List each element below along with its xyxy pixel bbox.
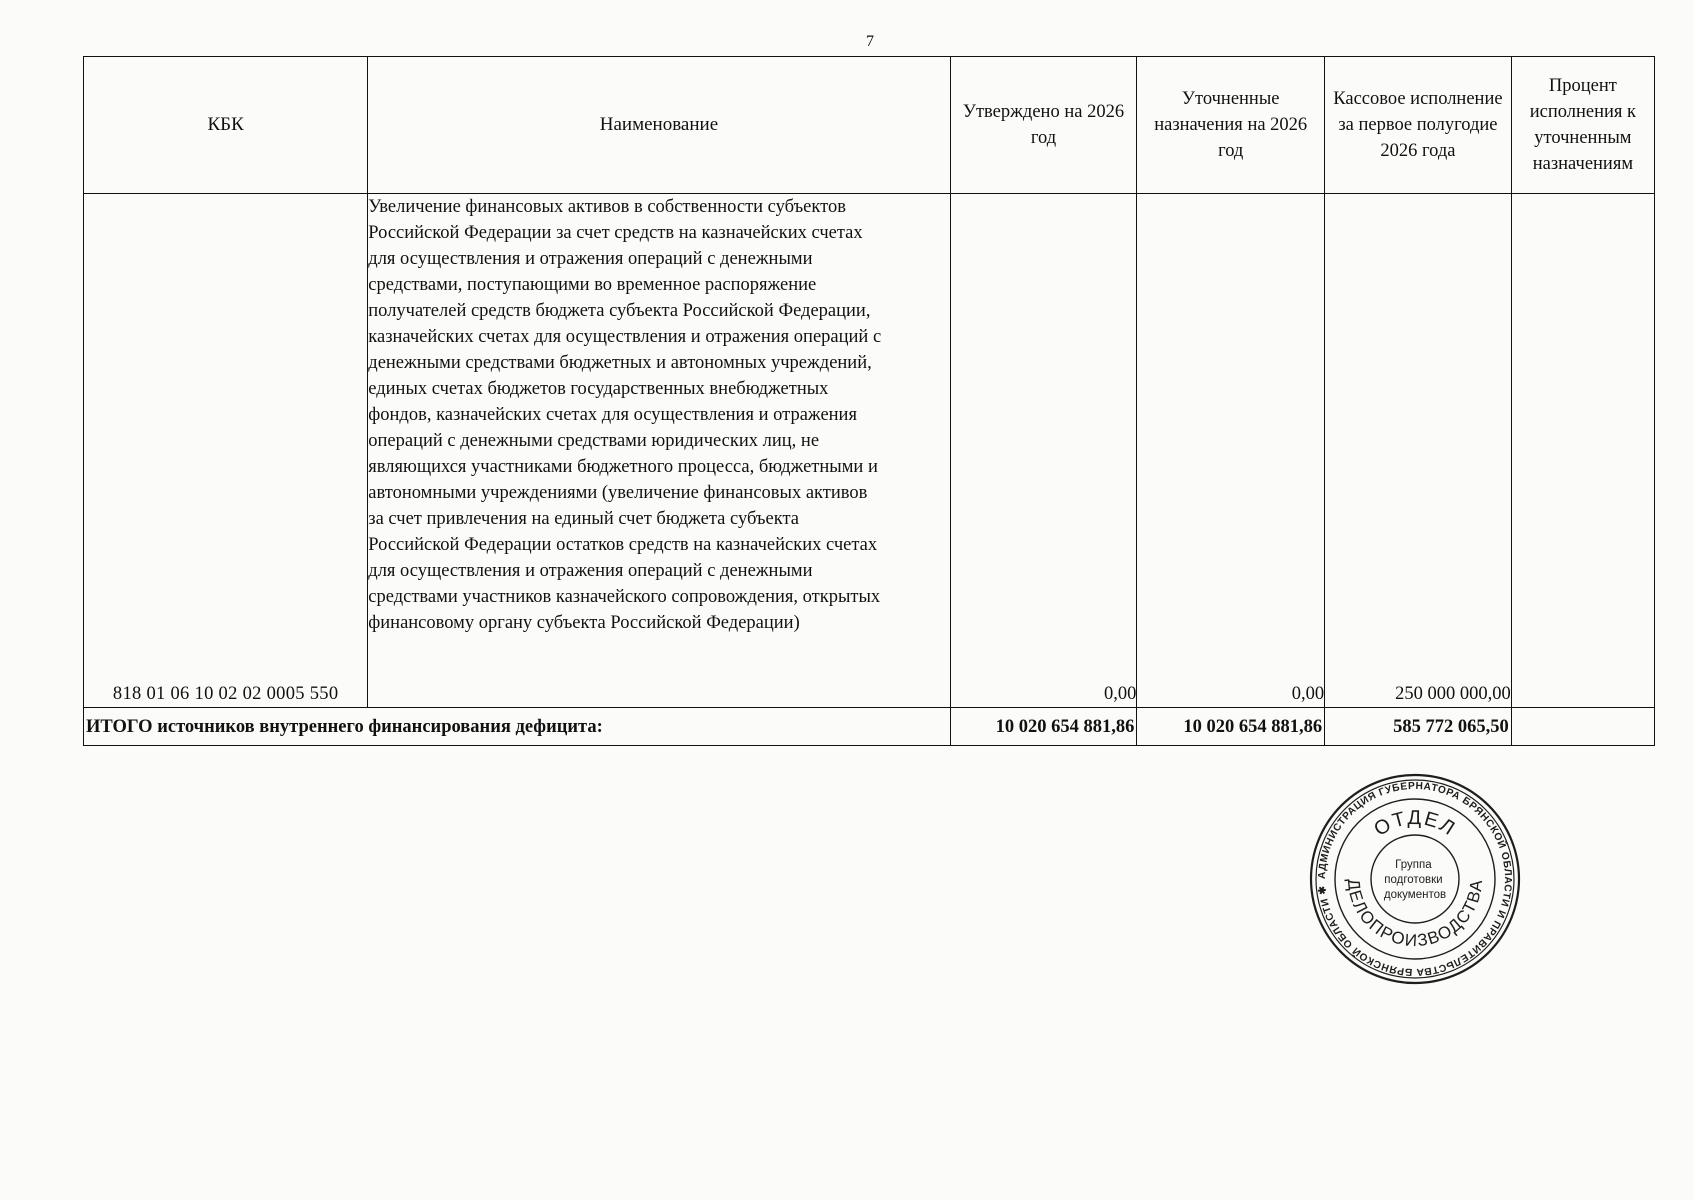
total-refined: 10 020 654 881,86 — [1137, 708, 1325, 746]
stamp-center-text: Группа подготовки документов — [1383, 859, 1447, 901]
row-name-line: автономными учреждениями (увеличение финансовых активов — [368, 483, 868, 503]
row-name-line: получателей средств бюджета субъекта Российской Федерации, — [368, 301, 871, 321]
row-name-line: Увеличение финансовых активов в собственности субъектов — [368, 197, 846, 217]
stamp-top-word: ОТДЕЛ — [1370, 806, 1460, 841]
table-row — [84, 194, 1655, 708]
row-name-line: являющихся участниками бюджетного процесса, бюджетными и — [368, 457, 878, 477]
header-approved: Утверждено на 2026 год — [950, 57, 1137, 194]
total-percent — [1511, 708, 1654, 746]
header-refined: Уточненные назначения на 2026 год — [1137, 57, 1325, 194]
row-name-line: казначейских счетах для осуществления и отражения операций с — [368, 327, 882, 347]
row-percent — [1511, 194, 1654, 708]
header-percent: Процент исполнения к уточненным назначениям — [1511, 57, 1654, 194]
row-name-line: Российской Федерации остатков средств на казначейских счетах — [368, 535, 878, 555]
row-name-line: для осуществления и отражения операций с денежными — [368, 561, 813, 581]
row-name-line: для осуществления и отражения операций с денежными — [368, 249, 813, 269]
table-header-row — [84, 57, 1655, 194]
header-cash: Кассовое исполнение за первое полугодие 2026 года — [1325, 57, 1512, 194]
row-name — [368, 194, 950, 708]
row-name-line: за счет привлечения на единый счет бюджета субъекта — [368, 509, 799, 529]
row-kbk: 818 01 06 10 02 02 0005 550 — [84, 194, 368, 708]
stamp-outer-text: АДМИНИСТРАЦИЯ ГУБЕРНАТОРА БРЯНСКОЙ ОБЛАСТИ И ПРАВИТЕЛЬСТВА БРЯНСКОЙ ОБЛАСТИ ✱ — [1316, 780, 1514, 978]
office-stamp — [1308, 772, 1522, 986]
header-name: Наименование — [368, 57, 950, 194]
page-number: 7 — [866, 33, 874, 50]
row-cash: 250 000 000,00 — [1325, 194, 1512, 708]
row-name-line: операций с денежными средствами юридических лиц, не — [368, 431, 820, 451]
row-name-line: средствами участников казначейского сопровождения, открытых — [368, 587, 881, 607]
row-refined: 0,00 — [1137, 194, 1325, 708]
row-approved: 0,00 — [950, 194, 1137, 708]
row-name-line: единых счетах бюджетов государственных внебюджетных — [368, 379, 829, 399]
header-kbk: КБК — [84, 57, 368, 194]
total-approved: 10 020 654 881,86 — [950, 708, 1137, 746]
report-table — [83, 56, 1655, 746]
row-name-line: фондов, казначейских счетах для осуществления и отражения — [368, 405, 857, 425]
row-name-line: финансовому органу субъекта Российской Федерации) — [368, 613, 800, 633]
row-name-line: средствами, поступающими во временное распоряжение — [368, 275, 817, 295]
row-name-line: Российской Федерации за счет средств на казначейских счетах — [368, 223, 863, 243]
total-label: ИТОГО источников внутреннего финансирования дефицита: — [84, 708, 951, 746]
stamp-bottom-word: ДЕЛОПРОИЗВОДСТВА — [1343, 877, 1487, 951]
total-row — [84, 708, 1655, 746]
row-name-line: денежными средствами бюджетных и автономных учреждений, — [368, 353, 872, 373]
total-cash: 585 772 065,50 — [1325, 708, 1512, 746]
